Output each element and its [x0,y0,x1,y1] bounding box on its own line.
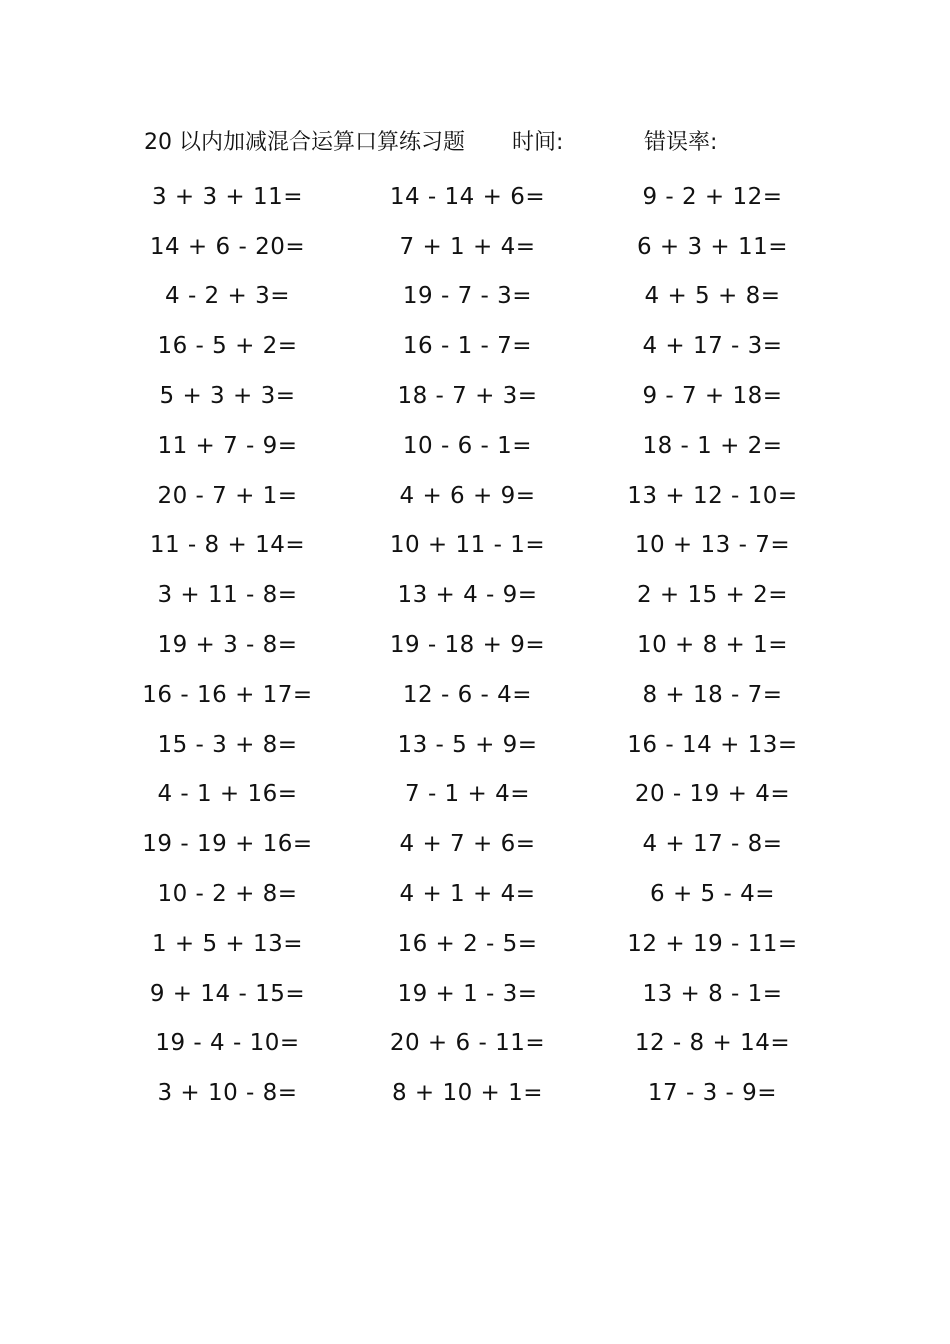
math-problem: 14 - 14 + 6= [389,183,546,210]
math-problem: 4 + 7 + 6= [399,831,536,858]
math-problem: 3 + 10 - 8= [157,1080,298,1107]
math-problem: 16 - 5 + 2= [157,333,298,360]
math-problem: 4 + 5 + 8= [644,283,781,310]
math-problem: 6 + 5 - 4= [650,881,775,908]
math-problem: 3 + 11 - 8= [157,582,298,609]
math-problem: 13 + 12 - 10= [627,482,798,509]
math-problem: 19 - 7 - 3= [402,283,533,310]
math-problem: 4 + 6 + 9= [399,482,536,509]
math-problem: 12 - 8 + 14= [634,1030,791,1057]
math-problem: 10 - 6 - 1= [402,432,533,459]
math-problem: 5 + 3 + 3= [159,383,296,410]
math-problem: 16 - 1 - 7= [402,333,533,360]
error-rate-label: 错误率: [644,130,718,155]
math-problem: 13 - 5 + 9= [397,731,538,758]
math-problem: 4 + 1 + 4= [399,881,536,908]
math-problem: 14 + 6 - 20= [149,233,306,260]
math-problem: 11 - 8 + 14= [149,532,306,559]
math-problem: 10 + 11 - 1= [389,532,546,559]
math-problem: 4 + 17 - 3= [642,333,783,360]
math-problem: 12 + 19 - 11= [627,930,798,957]
math-problem: 4 + 17 - 8= [642,831,783,858]
math-problem: 16 - 14 + 13= [627,731,798,758]
math-problem: 20 + 6 - 11= [389,1030,546,1057]
worksheet-title: 20 以内加减混合运算口算练习题 [144,130,465,155]
math-problem: 16 - 16 + 17= [142,681,313,708]
math-problem: 9 + 14 - 15= [149,980,306,1007]
math-problem: 10 + 8 + 1= [636,632,789,659]
math-problem: 18 - 7 + 3= [397,383,538,410]
math-problem: 11 + 7 - 9= [157,432,298,459]
math-problem: 7 + 1 + 4= [399,233,536,260]
math-problem: 9 - 2 + 12= [642,183,783,210]
math-problem: 7 - 1 + 4= [405,781,530,808]
math-problem: 6 + 3 + 11= [636,233,789,260]
math-problem: 10 + 13 - 7= [634,532,791,559]
math-problem: 20 - 19 + 4= [634,781,791,808]
math-problem: 13 + 8 - 1= [642,980,783,1007]
math-problem: 8 + 10 + 1= [391,1080,544,1107]
math-problem: 1 + 5 + 13= [151,930,304,957]
time-label: 时间: [512,130,564,155]
math-problem: 3 + 3 + 11= [151,183,304,210]
worksheet-header [144,126,784,160]
math-problem: 9 - 7 + 18= [642,383,783,410]
math-problem: 4 - 2 + 3= [165,283,290,310]
math-problem: 19 + 3 - 8= [157,632,298,659]
math-problem: 19 + 1 - 3= [397,980,538,1007]
math-problem: 19 - 19 + 16= [142,831,313,858]
math-problem: 15 - 3 + 8= [157,731,298,758]
math-problem: 20 - 7 + 1= [157,482,298,509]
math-problem: 8 + 18 - 7= [642,681,783,708]
math-problem: 16 + 2 - 5= [397,930,538,957]
math-problem: 19 - 18 + 9= [389,632,546,659]
math-problem: 19 - 4 - 10= [155,1030,300,1057]
problem-grid [110,172,840,1118]
math-problem: 2 + 15 + 2= [636,582,789,609]
math-problem: 13 + 4 - 9= [397,582,538,609]
math-problem: 10 - 2 + 8= [157,881,298,908]
math-problem: 18 - 1 + 2= [642,432,783,459]
math-problem: 17 - 3 - 9= [647,1080,778,1107]
math-problem: 4 - 1 + 16= [157,781,298,808]
math-problem: 12 - 6 - 4= [402,681,533,708]
